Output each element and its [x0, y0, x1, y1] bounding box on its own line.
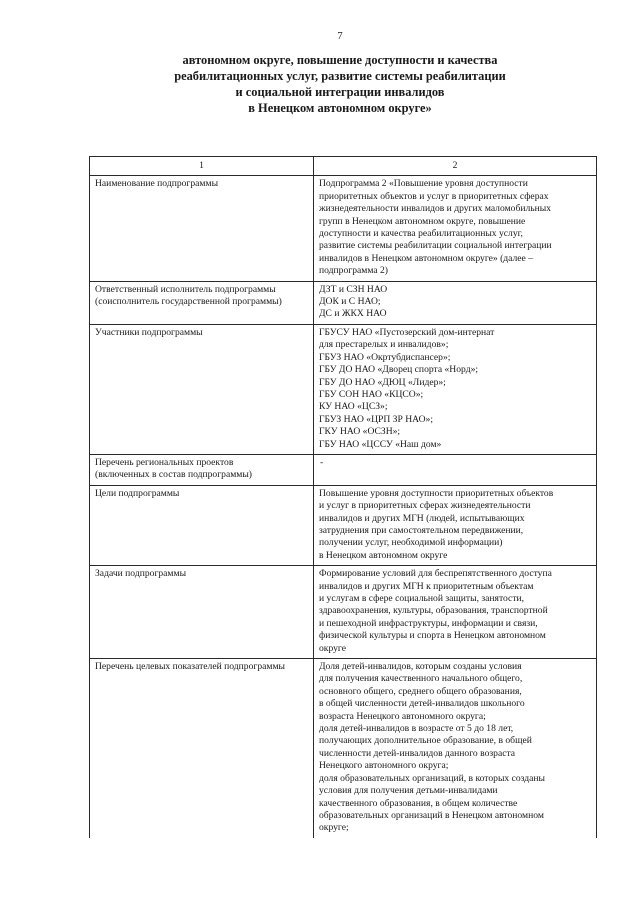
row-value-line: ГБУ ДО НАО «ДЮЦ «Лидер»; [319, 376, 446, 388]
row-value-line: затруднения при самостоятельном передвижении, [319, 524, 524, 536]
row-value-line: - [320, 456, 324, 468]
row-value-cell [314, 324, 597, 454]
heading-line: автономном округе, повышение доступности и качества [182, 53, 498, 67]
row-value-line: и услугам в сфере социальной защиты, занятости, [319, 593, 525, 604]
table-row [90, 324, 597, 454]
table-row [90, 566, 597, 659]
row-value-line: ДС и ЖКХ НАО [319, 308, 387, 320]
row-value-cell [314, 659, 597, 838]
row-value-line: ДЗТ и СЗН НАО [319, 283, 388, 295]
row-name-cell [90, 281, 314, 324]
column-header-2: 2 [314, 157, 597, 176]
row-name-cell [90, 176, 314, 281]
table-row [90, 485, 597, 565]
row-value-line: в Ненецком автономном округе [319, 549, 448, 561]
row-name-cell [90, 324, 314, 454]
row-value-line: групп в Ненецком автономном округе, повышение [319, 215, 526, 227]
row-value-line: качественного образования, в общем количестве [319, 797, 518, 809]
row-value-cell [314, 566, 597, 659]
row-value-line: Ненецкого автономного округа; [319, 760, 449, 772]
row-name-cell [90, 659, 314, 838]
row-value-line: в общей численности детей-инвалидов школьного [319, 698, 525, 710]
table-row [90, 281, 597, 324]
row-value-line: и услуг в приоритетных сферах жизнедеятельности [319, 500, 531, 512]
row-value-line: ГБУЗ НАО «Окртубдиспансер»; [319, 351, 451, 363]
row-value-line: доля образовательных организаций, в которых созданы [319, 772, 545, 784]
table-row [90, 176, 597, 281]
row-value-line: ГБУЗ НАО «ЦРП ЗР НАО»; [319, 413, 433, 425]
row-name-line: Ответственный исполнитель подпрограммы [95, 283, 276, 295]
row-value-line: для получения качественного начального общего, [319, 673, 523, 685]
row-name-line: (соисполнитель государственной программы) [95, 296, 282, 308]
row-value-line: ГБУСУ НАО «Пустозерский дом-интернат [319, 326, 495, 338]
row-value-line: получении услуг, необходимой информации) [319, 537, 503, 549]
row-value-cell [314, 281, 597, 324]
row-value-line: получающих дополнительное образование, в общей [319, 735, 532, 747]
row-value-cell [314, 454, 597, 485]
row-value-line: жизнедеятельности инвалидов и других маломобильных [319, 203, 551, 215]
row-value-line: образовательных организаций в Ненецком автономном [319, 809, 544, 821]
row-name-line: Наименование подпрограммы [95, 178, 219, 190]
row-value-line: здравоохранения, культуры, образования, транспортной [319, 605, 548, 617]
row-value-line: ГКУ НАО «ОСЗН»; [319, 426, 401, 438]
row-value-line: подпрограмма 2) [319, 265, 388, 277]
table-body [90, 176, 597, 838]
row-value-line: ГБУ СОН НАО «КЦСО»; [319, 388, 424, 400]
row-value-line: инвалидов в Ненецком автономном округе» (далее – [319, 252, 533, 264]
row-value-line: доля детей-инвалидов в возрасте от 5 до 18 лет, [319, 723, 514, 735]
row-value-line: ГБУ НАО «ЦССУ «Наш дом» [319, 438, 442, 450]
row-value-line: КУ НАО «ЦСЗ»; [319, 401, 388, 413]
row-value-line: Повышение уровня доступности приоритетных объектов [319, 487, 554, 499]
row-value-line: округе [319, 642, 346, 654]
row-value-line: округе; [319, 822, 349, 834]
row-name-cell [90, 566, 314, 659]
row-value-line: возраста Ненецкого автономного округа; [319, 710, 486, 722]
row-value-cell [314, 485, 597, 565]
heading-line: в Ненецком автономном округе» [248, 101, 432, 115]
row-name-line: Цели подпрограммы [95, 487, 180, 499]
row-value-line: Формирование условий для беспрепятственного доступа [319, 568, 552, 580]
row-value-line: физической культуры и спорта в Ненецком автономном [319, 630, 546, 642]
row-value-line: инвалидов и других МГН к приоритетным объектам [319, 580, 534, 592]
row-value-line: ГБУ ДО НАО «Дворец спорта «Норд»; [319, 364, 479, 376]
row-value-line: численности детей-инвалидов данного возраста [319, 747, 516, 759]
row-name-cell [90, 485, 314, 565]
row-name-line: Перечень целевых показателей подпрограммы [95, 661, 285, 673]
row-name-cell [90, 454, 314, 485]
row-value-line: и пешеходной инфраструктуры, информации и связи, [319, 617, 538, 629]
row-name-line: Задачи подпрограммы [95, 568, 187, 580]
row-value-line: условия для получения детьми-инвалидами [319, 785, 498, 797]
row-value-line: инвалидов и других МГН (людей, испытывающих [319, 512, 525, 524]
row-value-line: Доля детей-инвалидов, которым созданы условия [319, 661, 522, 673]
heading-line: реабилитационных услуг, развитие системы реабилитации [174, 69, 506, 83]
row-value-cell [314, 176, 597, 281]
column-header-1: 1 [90, 157, 314, 176]
row-value-line: доступности и качества реабилитационных услуг, [319, 228, 523, 240]
table-row [90, 454, 597, 485]
row-name-line: Перечень региональных проектов [95, 456, 234, 468]
row-value-line: Подпрограмма 2 «Повышение уровня доступности [319, 178, 528, 190]
row-name-line: Участники подпрограммы [95, 326, 203, 338]
subprogram-passport-table [89, 156, 597, 838]
row-value-line: ДОК и С НАО; [319, 296, 381, 308]
heading-line: и социальной интеграции инвалидов [235, 85, 445, 99]
table-row [90, 659, 597, 838]
row-value-line: основного общего, среднего общего образования, [319, 685, 522, 697]
document-heading [140, 52, 540, 116]
row-value-line: развитие системы реабилитации социальной интеграции [319, 240, 552, 252]
row-name-line: (включенных в состав подпрограммы) [95, 469, 252, 481]
row-value-line: для престарелых и инвалидов»; [319, 339, 449, 351]
table-header-row [90, 157, 597, 176]
row-value-line: приоритетных объектов и услуг в приоритетных сферах [319, 190, 549, 202]
page-number: 7 [337, 31, 343, 42]
